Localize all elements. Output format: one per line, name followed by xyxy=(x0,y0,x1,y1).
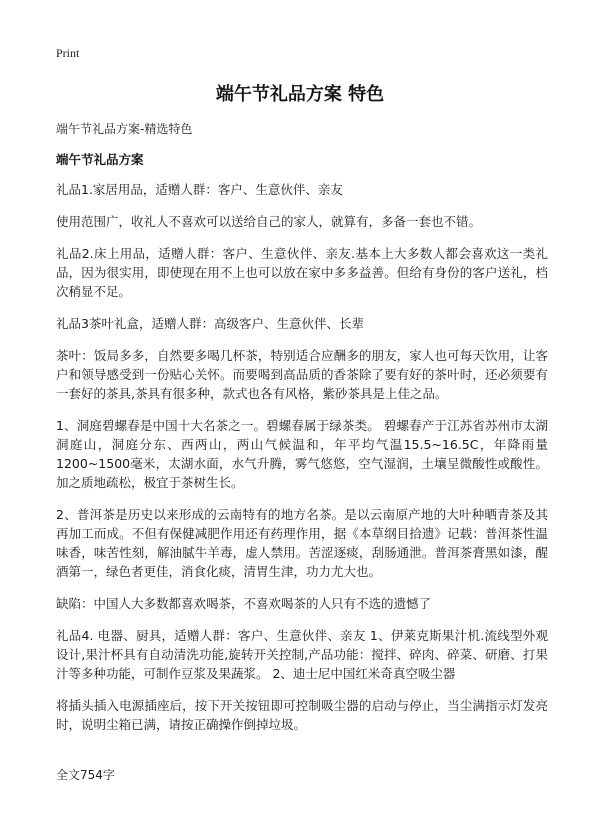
word-count: 全文754字 xyxy=(56,768,115,782)
paragraph-drawback: 缺陷：中国人大多数都喜欢喝茶，不喜欢喝茶的人只有不选的遗憾了 xyxy=(56,596,432,611)
paragraph-gift1-desc: 使用范围广，收礼人不喜欢可以送给自己的家人，就算有，多备一套也不错。 xyxy=(56,214,482,229)
section-heading: 端午节礼品方案 xyxy=(56,152,144,167)
paragraph-vacuum: 将插头插入电源插座后，按下开关按钮即可控制吸尘器的启动与停止，当尘满指示灯发亮时，说明尘箱已满，请按正确操作倒掉垃圾。 xyxy=(56,698,548,732)
print-link[interactable]: Print xyxy=(56,46,80,60)
document-body xyxy=(56,180,548,747)
paragraph-puer: 2、普洱茶是历史以来形成的云南特有的地方名茶。是以云南原产地的大叶种晒青茶及其再加工而成。不但有保健减肥作用还有药理作用，据《本草纲目拾遗》记载：普洱茶性温味香，味苦性刻，解油腻牛羊毒，虚人禁用。苦涩逐痰，刮肠通泄。普洱茶膏黑如漆，醒酒第一，绿色者更佳，消食化痰，清胃生津，功力尤大也。 xyxy=(56,507,548,579)
paragraph-gift1: 礼品1.家居用品，适赠人群：客户、生意伙伴、亲友 xyxy=(56,182,343,197)
paragraph-biluochun: 1、洞庭碧螺春是中国十大名茶之一。碧螺春属于绿茶类。 碧螺春产于江苏省苏州市太湖洞庭山，洞庭分东、西两山，两山气候温和，年平均气温15.5~16.5C，年降雨量1200~1500毫米，太湖水面，水气升腾，雾气悠悠，空气湿润，土壤呈微酸性或酸性。加之质地疏松，极宜于茶树生长。 xyxy=(56,418,548,490)
document-subtitle: 端午节礼品方案-精选特色 xyxy=(56,122,193,136)
document-title: 端午节礼品方案 特色 xyxy=(215,84,385,105)
paragraph-tea: 茶叶：饭局多多，自然要多喝几杯茶，特别适合应酬多的朋友，家人也可每天饮用，让客户和领导感受到一份贴心关怀。而要喝到高品质的香茶除了要有好的茶叶时，还必须要有一套好的茶具,茶具有很多种，款式也各有风格，紫砂茶具是上佳之品。 xyxy=(56,348,548,401)
paragraph-gift4: 礼品4. 电器、厨具，适赠人群：客户、生意伙伴、亲友 1、伊莱克斯果汁机.流线型外观设计,果汁杯具有自动清洗功能,旋转开关控制,产品功能：搅拌、碎肉、碎菜、研磨、打果汁等多种功能，可制作豆浆及果蔬浆。 2、迪士尼中国红米奇真空吸尘器 xyxy=(56,628,548,681)
paragraph-gift2: 礼品2.床上用品，适赠人群：客户、生意伙伴、亲友.基本上大多数人都会喜欢这一类礼品，因为很实用，即使现在用不上也可以放在家中多多益善。但给有身份的客户送礼，档次稍显不足。 xyxy=(56,246,548,299)
paragraph-gift3: 礼品3茶叶礼盒，适赠人群：高级客户、生意伙伴、长辈 xyxy=(56,316,364,331)
